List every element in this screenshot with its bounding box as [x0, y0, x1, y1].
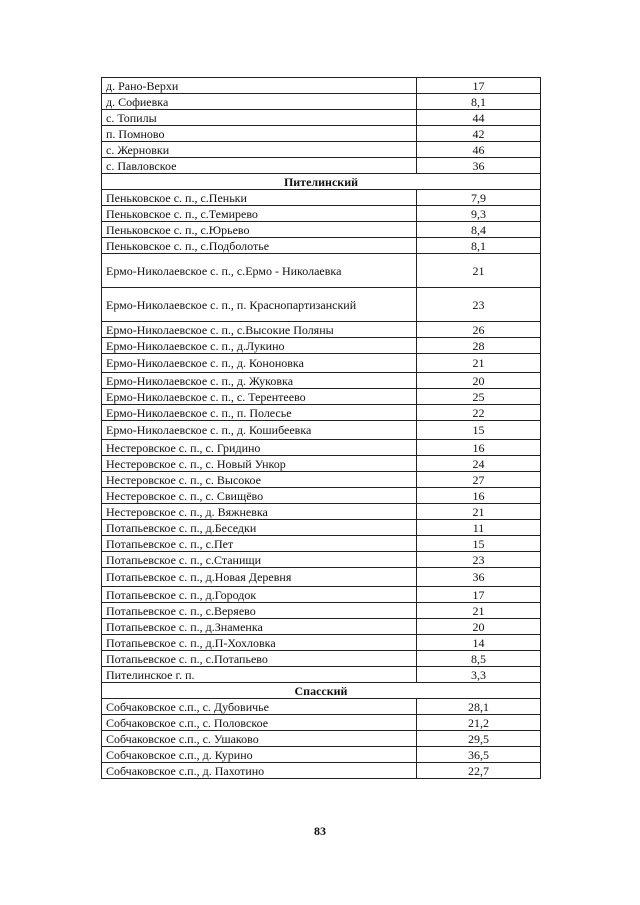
- settlement-name-cell: Пеньковское с. п., с.Юрьево: [102, 222, 417, 238]
- table-row: [102, 322, 541, 338]
- settlement-name-cell: с. Жерновки: [102, 142, 417, 158]
- settlement-name-cell: Пеньковское с. п., с.Темирево: [102, 206, 417, 222]
- table-row: [102, 635, 541, 651]
- settlement-name-cell: Нестеровское с. п., с. Новый Ункор: [102, 456, 417, 472]
- value-cell: 21: [417, 354, 541, 373]
- value-cell: 23: [417, 288, 541, 322]
- value-cell: 46: [417, 142, 541, 158]
- settlement-name-cell: Потапьевское с. п., д.Городок: [102, 587, 417, 603]
- table-row: [102, 238, 541, 254]
- table-row: [102, 110, 541, 126]
- settlement-name-cell: Ермо-Николаевское с. п., с.Высокие Поляны: [102, 322, 417, 338]
- value-cell: 42: [417, 126, 541, 142]
- settlement-name-cell: Собчаковское с.п., с. Половское: [102, 715, 417, 731]
- table-row: [102, 651, 541, 667]
- value-cell: 20: [417, 619, 541, 635]
- settlement-name-cell: Нестеровское с. п., д. Вяжневка: [102, 504, 417, 520]
- settlement-name-cell: Потапьевское с. п., с.Станищи: [102, 552, 417, 568]
- table-row: [102, 504, 541, 520]
- value-cell: 11: [417, 520, 541, 536]
- value-cell: 27: [417, 472, 541, 488]
- settlement-name-cell: Собчаковское с.п., д. Курино: [102, 747, 417, 763]
- table-row: [102, 667, 541, 683]
- table-row: [102, 190, 541, 206]
- table-row: [102, 338, 541, 354]
- value-cell: 3,3: [417, 667, 541, 683]
- table-row: [102, 206, 541, 222]
- settlement-name-cell: Нестеровское с. п., с. Гридино: [102, 440, 417, 456]
- table-row: [102, 142, 541, 158]
- value-cell: 15: [417, 421, 541, 440]
- value-cell: 22,7: [417, 763, 541, 779]
- settlement-name-cell: Нестеровское с. п., с. Высокое: [102, 472, 417, 488]
- value-cell: 17: [417, 587, 541, 603]
- settlement-name-cell: Нестеровское с. п., с. Свищёво: [102, 488, 417, 504]
- table-row: [102, 373, 541, 389]
- table-row: [102, 536, 541, 552]
- value-cell: 36: [417, 568, 541, 587]
- value-cell: 44: [417, 110, 541, 126]
- table-row: [102, 552, 541, 568]
- value-cell: 26: [417, 322, 541, 338]
- settlement-name-cell: Ермо-Николаевское с. п., д. Кононовка: [102, 354, 417, 373]
- table-row: [102, 715, 541, 731]
- settlement-name-cell: Пеньковское с. п., с.Подболотье: [102, 238, 417, 254]
- table-row: [102, 94, 541, 110]
- settlement-name-cell: с. Топилы: [102, 110, 417, 126]
- settlement-name-cell: Потапьевское с. п., с.Веряево: [102, 603, 417, 619]
- table-row: [102, 603, 541, 619]
- value-cell: 21: [417, 254, 541, 288]
- table-row: [102, 619, 541, 635]
- section-title: Спасский: [102, 683, 541, 699]
- value-cell: 21,2: [417, 715, 541, 731]
- value-cell: 16: [417, 488, 541, 504]
- table-row: [102, 389, 541, 405]
- table-row: [102, 587, 541, 603]
- table-row: [102, 354, 541, 373]
- table-row: [102, 488, 541, 504]
- settlement-name-cell: Ермо-Николаевское с. п., д.Лукино: [102, 338, 417, 354]
- value-cell: 21: [417, 603, 541, 619]
- value-cell: 8,1: [417, 94, 541, 110]
- table-row: [102, 472, 541, 488]
- settlement-name-cell: с. Павловское: [102, 158, 417, 174]
- settlement-name-cell: Потапьевское с. п., д.Беседки: [102, 520, 417, 536]
- settlement-name-cell: Потапьевское с. п., с.Пет: [102, 536, 417, 552]
- settlements-table-body: [102, 78, 541, 779]
- table-row: [102, 421, 541, 440]
- value-cell: 22: [417, 405, 541, 421]
- settlement-name-cell: Пеньковское с. п., с.Пеньки: [102, 190, 417, 206]
- settlements-table: [101, 77, 541, 779]
- settlement-name-cell: Ермо-Николаевское с. п., с. Терентеево: [102, 389, 417, 405]
- value-cell: 7,9: [417, 190, 541, 206]
- table-row: [102, 126, 541, 142]
- table-row: [102, 731, 541, 747]
- section-title: Пителинский: [102, 174, 541, 190]
- settlement-name-cell: д. Рано-Верхи: [102, 78, 417, 94]
- value-cell: 17: [417, 78, 541, 94]
- settlement-name-cell: Ермо-Николаевское с. п., п. Краснопартизанский: [102, 288, 417, 322]
- settlement-name-cell: п. Помново: [102, 126, 417, 142]
- settlement-name-cell: Собчаковское с.п., д. Пахотино: [102, 763, 417, 779]
- value-cell: 25: [417, 389, 541, 405]
- settlement-name-cell: Потапьевское с. п., д.П-Хохловка: [102, 635, 417, 651]
- table-row: [102, 763, 541, 779]
- value-cell: 21: [417, 504, 541, 520]
- value-cell: 8,4: [417, 222, 541, 238]
- table-row: [102, 699, 541, 715]
- settlement-name-cell: Собчаковское с.п., с. Ушаково: [102, 731, 417, 747]
- section-header-row: [102, 683, 541, 699]
- value-cell: 9,3: [417, 206, 541, 222]
- section-header-row: [102, 174, 541, 190]
- value-cell: 36,5: [417, 747, 541, 763]
- table-row: [102, 520, 541, 536]
- settlement-name-cell: Ермо-Николаевское с. п., д. Жуковка: [102, 373, 417, 389]
- table-row: [102, 158, 541, 174]
- table-row: [102, 78, 541, 94]
- table-row: [102, 568, 541, 587]
- value-cell: 16: [417, 440, 541, 456]
- page-number: 83: [314, 824, 326, 838]
- table-row: [102, 405, 541, 421]
- table-row: [102, 440, 541, 456]
- value-cell: 20: [417, 373, 541, 389]
- value-cell: 23: [417, 552, 541, 568]
- value-cell: 15: [417, 536, 541, 552]
- settlement-name-cell: Ермо-Николаевское с. п., с.Ермо - Николаевка: [102, 254, 417, 288]
- value-cell: 8,5: [417, 651, 541, 667]
- table-row: [102, 254, 541, 288]
- table-row: [102, 288, 541, 322]
- table-row: [102, 747, 541, 763]
- settlement-name-cell: Ермо-Николаевское с. п., д. Кошибеевка: [102, 421, 417, 440]
- table-row: [102, 222, 541, 238]
- settlement-name-cell: Собчаковское с.п., с. Дубовичье: [102, 699, 417, 715]
- value-cell: 28: [417, 338, 541, 354]
- settlement-name-cell: Ермо-Николаевское с. п., п. Полесье: [102, 405, 417, 421]
- settlement-name-cell: Потапьевское с. п., д.Знаменка: [102, 619, 417, 635]
- value-cell: 8,1: [417, 238, 541, 254]
- settlement-name-cell: Потапьевское с. п., с.Потапьево: [102, 651, 417, 667]
- settlement-name-cell: Пителинское г. п.: [102, 667, 417, 683]
- table-row: [102, 456, 541, 472]
- value-cell: 24: [417, 456, 541, 472]
- settlement-name-cell: Потапьевское с. п., д.Новая Деревня: [102, 568, 417, 587]
- value-cell: 29,5: [417, 731, 541, 747]
- value-cell: 14: [417, 635, 541, 651]
- value-cell: 36: [417, 158, 541, 174]
- value-cell: 28,1: [417, 699, 541, 715]
- settlement-name-cell: д. Софиевка: [102, 94, 417, 110]
